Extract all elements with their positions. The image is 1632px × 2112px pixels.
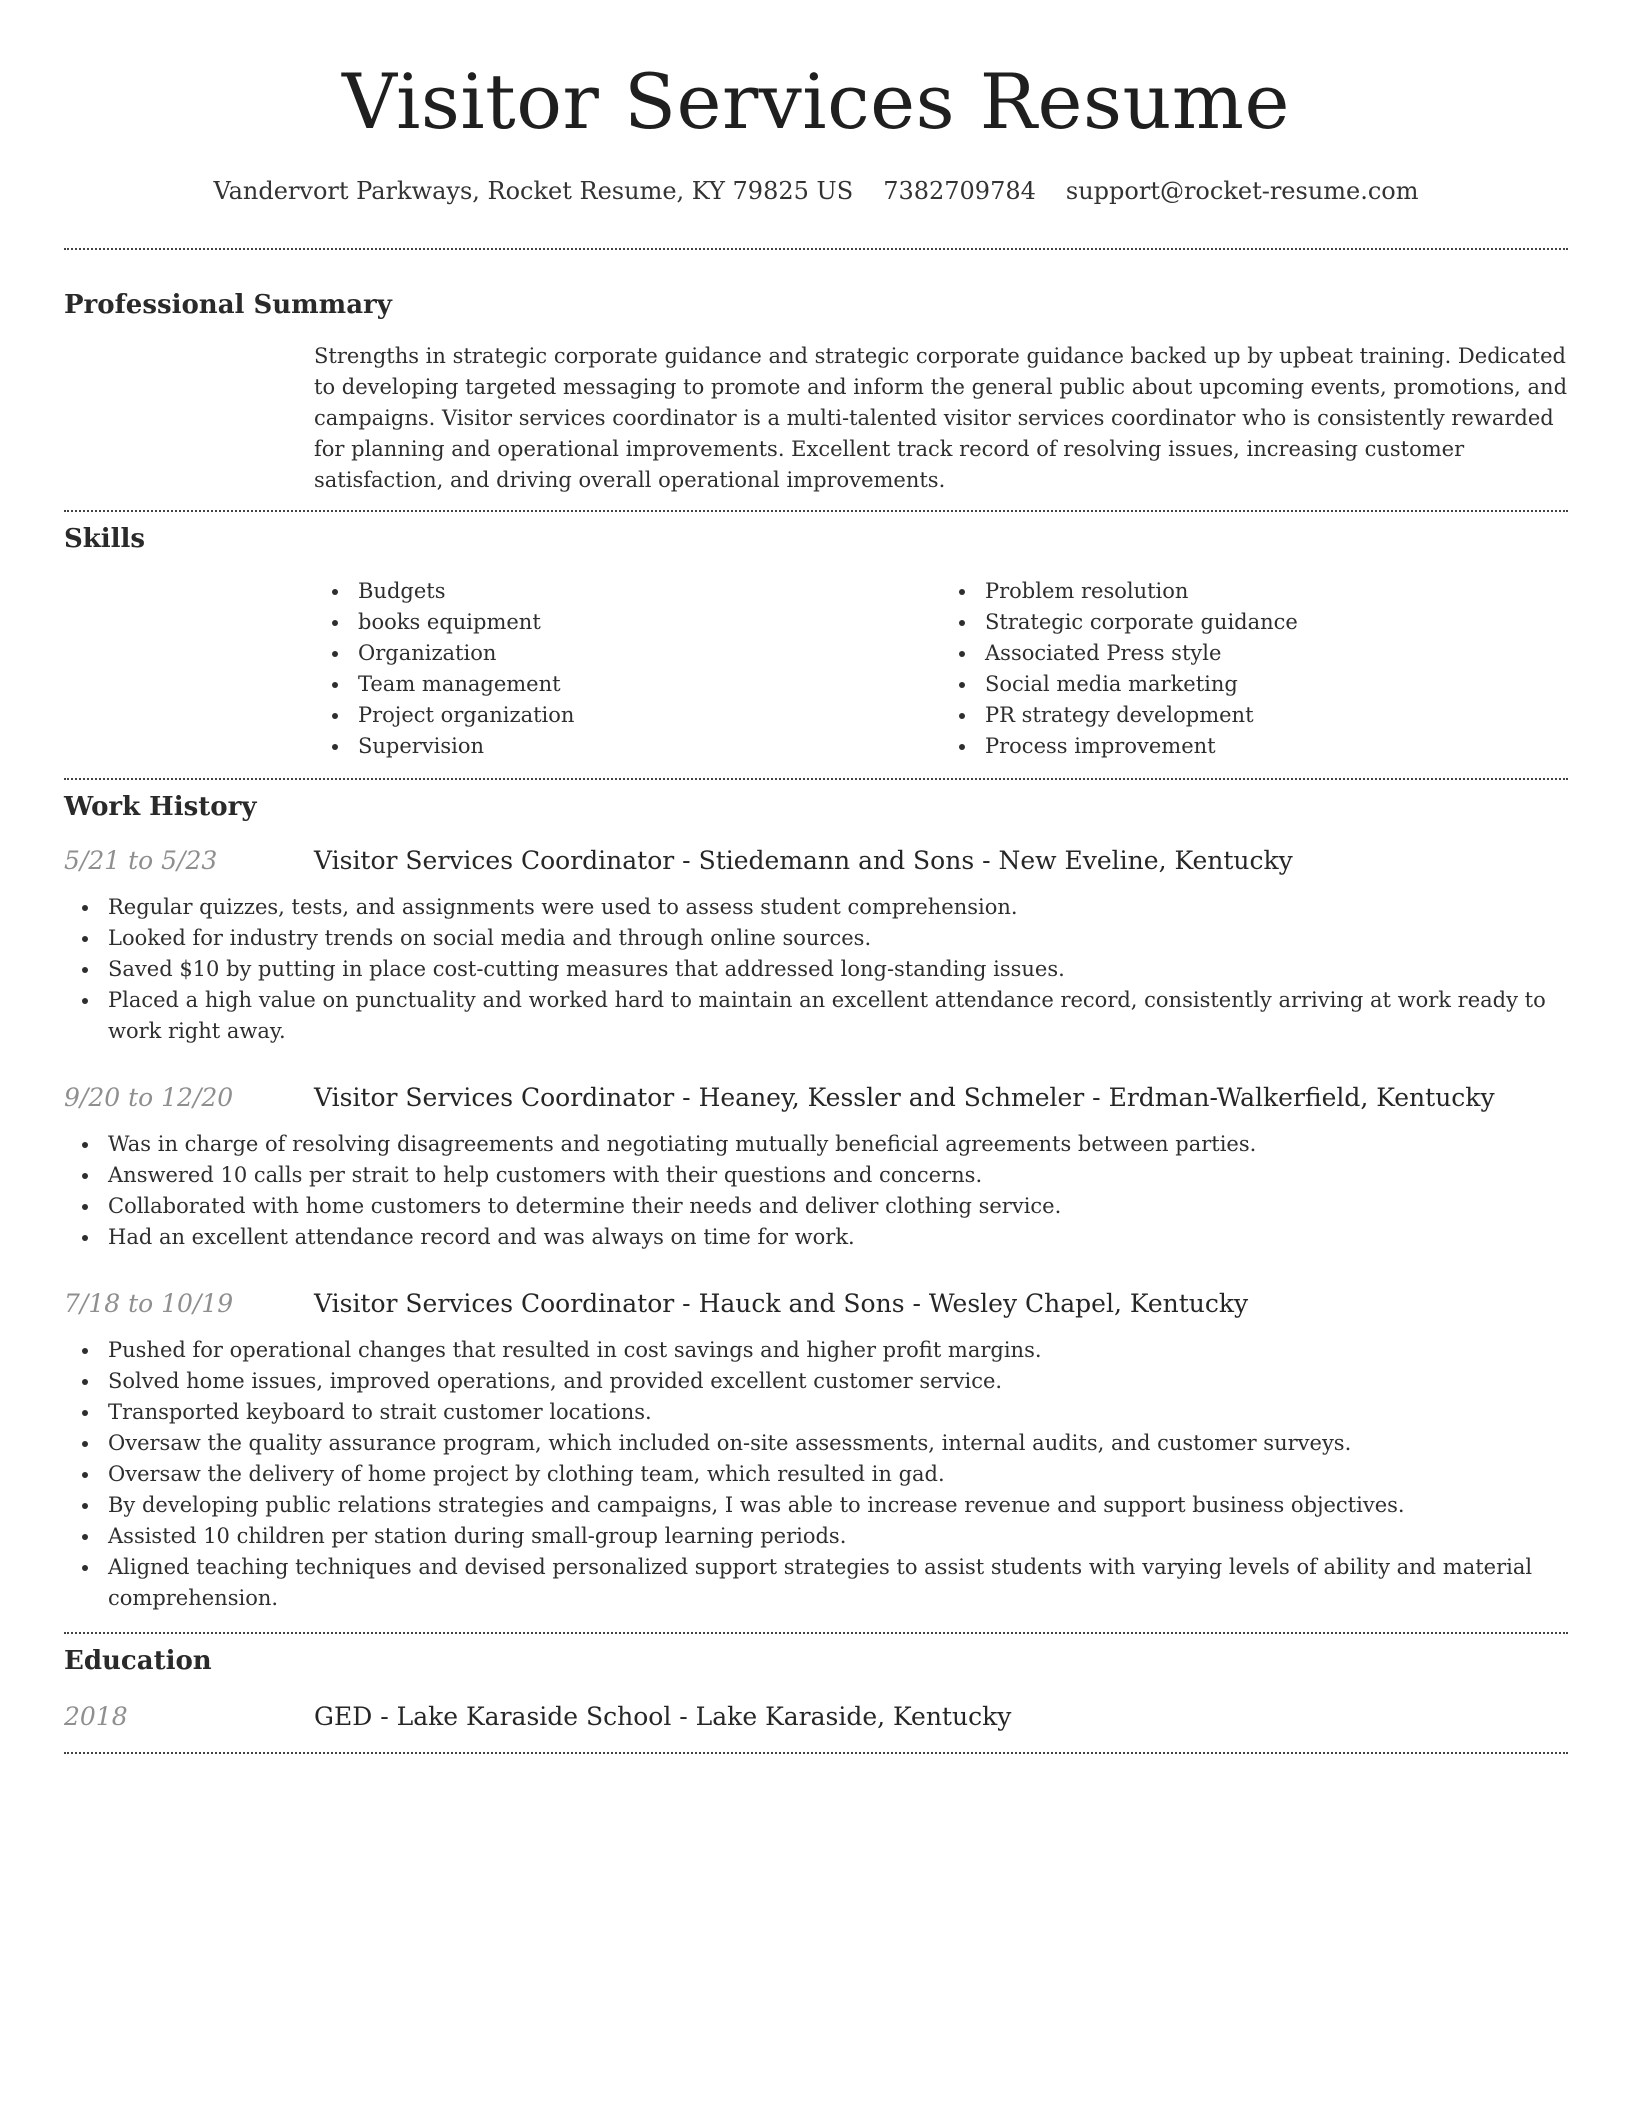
contact-address: Vandervort Parkways, Rocket Resume, KY 79825 US [213, 177, 854, 205]
job-bullet: Looked for industry trends on social media and through online sources. [108, 923, 1568, 954]
job-bullet: Aligned teaching techniques and devised personalized support strategies to assist students with varying levels of ability and material comprehension. [108, 1552, 1568, 1614]
contact-email[interactable]: support@rocket-resume.com [1065, 177, 1419, 205]
skill-item: Organization [358, 638, 941, 669]
skill-item: Associated Press style [985, 638, 1568, 669]
job-bullet: Assisted 10 children per station during small-group learning periods. [108, 1521, 1568, 1552]
education-heading: Education [64, 1646, 212, 1676]
job-bullets [64, 1335, 1568, 1614]
skill-item: Problem resolution [985, 576, 1568, 607]
education-section [64, 1644, 1568, 1734]
skill-item: Budgets [358, 576, 941, 607]
skill-item: PR strategy development [985, 700, 1568, 731]
job-title: Visitor Services Coordinator - Stiedemann and Sons - New Eveline, Kentucky [314, 846, 1293, 875]
job-bullet: Pushed for operational changes that resulted in cost savings and higher profit margins. [108, 1335, 1568, 1366]
skill-item: Process improvement [985, 731, 1568, 762]
work-history-section [64, 790, 1568, 1614]
resume-title: Visitor Services Resume [342, 57, 1290, 146]
job-bullet: Oversaw the delivery of home project by clothing team, which resulted in gad. [108, 1459, 1568, 1490]
divider [64, 248, 1568, 250]
summary-section [64, 288, 1568, 496]
skill-item: Project organization [358, 700, 941, 731]
job-bullet: Oversaw the quality assurance program, which included on-site assessments, internal audits, and customer surveys. [108, 1428, 1568, 1459]
job-bullet: Regular quizzes, tests, and assignments were used to assess student comprehension. [108, 892, 1568, 923]
job-entry [64, 1081, 1568, 1253]
job-header [64, 1287, 1568, 1321]
job-header [64, 844, 1568, 878]
job-title: Visitor Services Coordinator - Hauck and Sons - Wesley Chapel, Kentucky [314, 1289, 1249, 1318]
skill-item: Social media marketing [985, 669, 1568, 700]
job-bullet: By developing public relations strategies and campaigns, I was able to increase revenue and support business objectives. [108, 1490, 1568, 1521]
divider [64, 1752, 1568, 1754]
job-bullet: Transported keyboard to strait customer locations. [108, 1397, 1568, 1428]
job-bullet: Saved $10 by putting in place cost-cutting measures that addressed long-standing issues. [108, 954, 1568, 985]
summary-text: Strengths in strategic corporate guidance and strategic corporate guidance backed up by upbeat training. Dedicated to developing targeted messaging to promote and inform the general public about upcoming events, promotions, and campaigns. Visitor services coordinator is a multi-talented visitor services coordinator who is consistently rewarded for planning and operational improvements. Excellent track record of resolving issues, increasing customer satisfaction, and driving overall operational improvements. [314, 344, 1568, 492]
skills-section [64, 522, 1568, 762]
skills-column-left [314, 576, 941, 762]
divider [64, 510, 1568, 512]
job-bullet: Had an excellent attendance record and was always on time for work. [108, 1222, 1568, 1253]
job-bullet: Solved home issues, improved operations, and provided excellent customer service. [108, 1366, 1568, 1397]
divider [64, 778, 1568, 780]
education-details: GED - Lake Karaside School - Lake Karaside, Kentucky [314, 1702, 1012, 1731]
skill-item: Team management [358, 669, 941, 700]
summary-heading: Professional Summary [64, 290, 392, 320]
job-entry [64, 1287, 1568, 1614]
divider [64, 1632, 1568, 1634]
job-title: Visitor Services Coordinator - Heaney, Kessler and Schmeler - Erdman-Walkerfield, Kentucky [314, 1083, 1495, 1112]
job-bullet: Answered 10 calls per strait to help customers with their questions and concerns. [108, 1160, 1568, 1191]
skills-column-right [941, 576, 1568, 762]
education-entry [64, 1700, 1568, 1734]
work-history-heading: Work History [64, 792, 257, 822]
job-dates: 7/18 to 10/19 [64, 1289, 234, 1318]
job-entry [64, 844, 1568, 1047]
skill-item: books equipment [358, 607, 941, 638]
job-bullet: Was in charge of resolving disagreements and negotiating mutually beneficial agreements between parties. [108, 1129, 1568, 1160]
job-dates: 5/21 to 5/23 [64, 846, 218, 875]
contact-phone: 7382709784 [883, 177, 1036, 205]
education-year: 2018 [64, 1702, 128, 1731]
job-dates: 9/20 to 12/20 [64, 1083, 234, 1112]
skill-item: Supervision [358, 731, 941, 762]
job-header [64, 1081, 1568, 1115]
job-bullets [64, 892, 1568, 1047]
skill-item: Strategic corporate guidance [985, 607, 1568, 638]
skills-heading: Skills [64, 524, 146, 554]
contact-line [64, 174, 1568, 208]
job-bullets [64, 1129, 1568, 1253]
job-bullet: Collaborated with home customers to determine their needs and deliver clothing service. [108, 1191, 1568, 1222]
resume-page [64, 0, 1568, 1754]
job-bullet: Placed a high value on punctuality and worked hard to maintain an excellent attendance record, consistently arriving at work ready to work right away. [108, 985, 1568, 1047]
skills-list [314, 576, 1568, 762]
